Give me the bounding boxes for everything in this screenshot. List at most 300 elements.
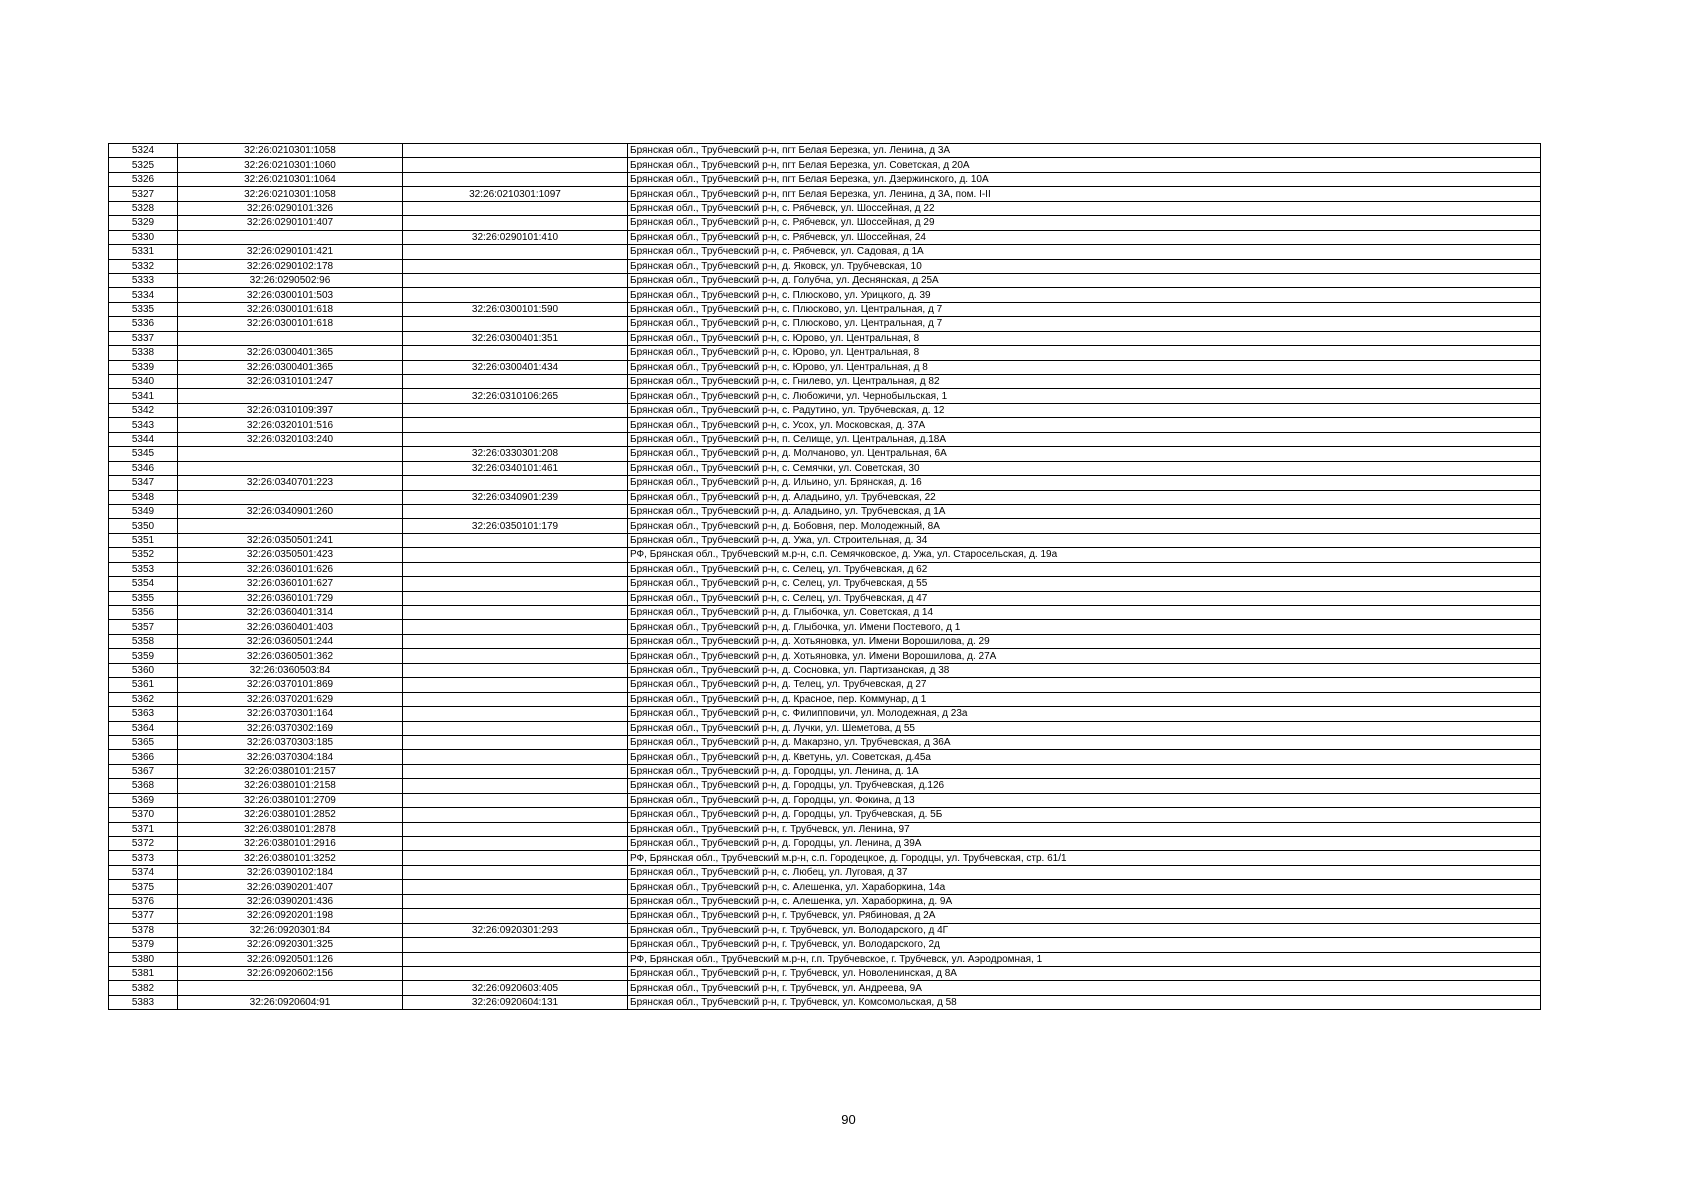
premises-cadastral-number-cell: 32:26:0920603:405 xyxy=(403,981,628,995)
cadastral-number-cell xyxy=(178,389,403,403)
address-cell: РФ, Брянская обл., Трубчевский м.р-н, г.п. Трубчевское, г. Трубчевск, ул. Аэродромная, 1 xyxy=(628,952,1541,966)
address-cell: Брянская обл., Трубчевский р-н, д. Городцы, ул. Фокина, д 13 xyxy=(628,793,1541,807)
table-row xyxy=(109,346,1541,360)
premises-cadastral-number-cell xyxy=(403,735,628,749)
row-number-cell: 5382 xyxy=(109,981,178,995)
address-cell: Брянская обл., Трубчевский р-н, пгт Белая Березка, ул. Ленина, д 3А xyxy=(628,144,1541,158)
address-cell: Брянская обл., Трубчевский р-н, д. Аладьино, ул. Трубчевская, 22 xyxy=(628,490,1541,504)
table-row xyxy=(109,476,1541,490)
row-number-cell: 5359 xyxy=(109,649,178,663)
cadastral-number-cell: 32:26:0380101:2852 xyxy=(178,808,403,822)
address-cell: Брянская обл., Трубчевский р-н, с. Юрово, ул. Центральная, 8 xyxy=(628,331,1541,345)
premises-cadastral-number-cell: 32:26:0920604:131 xyxy=(403,995,628,1009)
address-cell: Брянская обл., Трубчевский р-н, д. Голубча, ул. Деснянская, д 25А xyxy=(628,273,1541,287)
cadastral-number-cell: 32:26:0380101:2878 xyxy=(178,822,403,836)
row-number-cell: 5342 xyxy=(109,403,178,417)
table-row xyxy=(109,735,1541,749)
cadastral-number-cell: 32:26:0210301:1058 xyxy=(178,144,403,158)
premises-cadastral-number-cell xyxy=(403,476,628,490)
premises-cadastral-number-cell xyxy=(403,562,628,576)
address-cell: Брянская обл., Трубчевский р-н, д. Кветунь, ул. Советская, д.45а xyxy=(628,750,1541,764)
cadastral-number-cell: 32:26:0340701:223 xyxy=(178,476,403,490)
address-cell: Брянская обл., Трубчевский р-н, с. Плюсково, ул. Урицкого, д. 39 xyxy=(628,288,1541,302)
address-cell: Брянская обл., Трубчевский р-н, с. Филипповичи, ул. Молодежная, д 23а xyxy=(628,707,1541,721)
premises-cadastral-number-cell xyxy=(403,721,628,735)
cadastral-number-cell: 32:26:0920604:91 xyxy=(178,995,403,1009)
row-number-cell: 5329 xyxy=(109,216,178,230)
row-number-cell: 5378 xyxy=(109,923,178,937)
premises-cadastral-number-cell xyxy=(403,894,628,908)
cadastral-number-cell: 32:26:0370302:169 xyxy=(178,721,403,735)
row-number-cell: 5366 xyxy=(109,750,178,764)
row-number-cell: 5358 xyxy=(109,634,178,648)
premises-cadastral-number-cell: 32:26:0300401:434 xyxy=(403,360,628,374)
table-row xyxy=(109,678,1541,692)
row-number-cell: 5349 xyxy=(109,504,178,518)
premises-cadastral-number-cell xyxy=(403,346,628,360)
address-cell: Брянская обл., Трубчевский р-н, д. Молчаново, ул. Центральная, 6А xyxy=(628,447,1541,461)
cadastral-number-cell: 32:26:0300101:503 xyxy=(178,288,403,302)
table-row xyxy=(109,187,1541,201)
table-row xyxy=(109,938,1541,952)
table-row xyxy=(109,779,1541,793)
address-cell: Брянская обл., Трубчевский р-н, д. Городцы, ул. Ленина, д. 1А xyxy=(628,764,1541,778)
address-cell: Брянская обл., Трубчевский р-н, д. Лучки, ул. Шеметова, д 55 xyxy=(628,721,1541,735)
table-row xyxy=(109,865,1541,879)
row-number-cell: 5362 xyxy=(109,692,178,706)
row-number-cell: 5336 xyxy=(109,317,178,331)
table-row xyxy=(109,403,1541,417)
row-number-cell: 5368 xyxy=(109,779,178,793)
cadastral-number-cell: 32:26:0370301:164 xyxy=(178,707,403,721)
table-row xyxy=(109,995,1541,1009)
premises-cadastral-number-cell xyxy=(403,634,628,648)
page-number: 90 xyxy=(841,1112,856,1127)
cadastral-number-cell: 32:26:0360401:403 xyxy=(178,620,403,634)
table-row xyxy=(109,461,1541,475)
cadastral-number-cell xyxy=(178,461,403,475)
cadastral-number-cell xyxy=(178,331,403,345)
table-row xyxy=(109,389,1541,403)
premises-cadastral-number-cell xyxy=(403,822,628,836)
cadastral-number-cell: 32:26:0210301:1058 xyxy=(178,187,403,201)
row-number-cell: 5340 xyxy=(109,375,178,389)
cadastral-number-cell: 32:26:0320103:240 xyxy=(178,432,403,446)
premises-cadastral-number-cell xyxy=(403,418,628,432)
cadastral-number-cell: 32:26:0920301:84 xyxy=(178,923,403,937)
table-row xyxy=(109,432,1541,446)
cadastral-number-cell: 32:26:0360501:362 xyxy=(178,649,403,663)
premises-cadastral-number-cell: 32:26:0920301:293 xyxy=(403,923,628,937)
address-cell: Брянская обл., Трубчевский р-н, с. Алешенка, ул. Хараборкина, д. 9А xyxy=(628,894,1541,908)
address-cell: Брянская обл., Трубчевский р-н, с. Юрово, ул. Центральная, д 8 xyxy=(628,360,1541,374)
table-row xyxy=(109,880,1541,894)
premises-cadastral-number-cell xyxy=(403,245,628,259)
premises-cadastral-number-cell: 32:26:0330301:208 xyxy=(403,447,628,461)
premises-cadastral-number-cell xyxy=(403,952,628,966)
address-cell: Брянская обл., Трубчевский р-н, пгт Белая Березка, ул. Ленина, д 3А, пом. I-II xyxy=(628,187,1541,201)
cadastral-number-cell: 32:26:0360101:626 xyxy=(178,562,403,576)
address-cell: Брянская обл., Трубчевский р-н, с. Любожичи, ул. Чернобыльская, 1 xyxy=(628,389,1541,403)
row-number-cell: 5327 xyxy=(109,187,178,201)
premises-cadastral-number-cell xyxy=(403,663,628,677)
table-row xyxy=(109,331,1541,345)
row-number-cell: 5381 xyxy=(109,966,178,980)
cadastral-number-cell: 32:26:0920602:156 xyxy=(178,966,403,980)
address-cell: Брянская обл., Трубчевский р-н, д. Телец, ул. Трубчевская, д 27 xyxy=(628,678,1541,692)
table-row xyxy=(109,418,1541,432)
address-cell: Брянская обл., Трубчевский р-н, д. Яковск, ул. Трубчевская, 10 xyxy=(628,259,1541,273)
cadastral-number-cell: 32:26:0340901:260 xyxy=(178,504,403,518)
row-number-cell: 5326 xyxy=(109,172,178,186)
address-cell: Брянская обл., Трубчевский р-н, с. Семячки, ул. Советская, 30 xyxy=(628,461,1541,475)
row-number-cell: 5351 xyxy=(109,533,178,547)
row-number-cell: 5346 xyxy=(109,461,178,475)
cadastral-number-cell xyxy=(178,230,403,244)
table-row xyxy=(109,894,1541,908)
row-number-cell: 5373 xyxy=(109,851,178,865)
table-row xyxy=(109,548,1541,562)
table-row xyxy=(109,952,1541,966)
address-cell: Брянская обл., Трубчевский р-н, с. Алешенка, ул. Хараборкина, 14а xyxy=(628,880,1541,894)
premises-cadastral-number-cell xyxy=(403,707,628,721)
premises-cadastral-number-cell xyxy=(403,259,628,273)
premises-cadastral-number-cell xyxy=(403,606,628,620)
premises-cadastral-number-cell xyxy=(403,317,628,331)
row-number-cell: 5352 xyxy=(109,548,178,562)
cadastral-number-cell: 32:26:0380101:2916 xyxy=(178,837,403,851)
row-number-cell: 5333 xyxy=(109,273,178,287)
premises-cadastral-number-cell xyxy=(403,591,628,605)
premises-cadastral-number-cell: 32:26:0290101:410 xyxy=(403,230,628,244)
table-row xyxy=(109,721,1541,735)
cadastral-number-cell: 32:26:0360501:244 xyxy=(178,634,403,648)
row-number-cell: 5348 xyxy=(109,490,178,504)
address-cell: Брянская обл., Трубчевский р-н, с. Рябчевск, ул. Садовая, д 1А xyxy=(628,245,1541,259)
address-cell: Брянская обл., Трубчевский р-н, с. Гнилево, ул. Центральная, д 82 xyxy=(628,375,1541,389)
cadastral-number-cell: 32:26:0920301:325 xyxy=(178,938,403,952)
cadastral-number-cell: 32:26:0360401:314 xyxy=(178,606,403,620)
address-cell: Брянская обл., Трубчевский р-н, д. Хотьяновка, ул. Имени Ворошилова, д. 27А xyxy=(628,649,1541,663)
row-number-cell: 5339 xyxy=(109,360,178,374)
cadastral-number-cell: 32:26:0380101:3252 xyxy=(178,851,403,865)
row-number-cell: 5380 xyxy=(109,952,178,966)
row-number-cell: 5383 xyxy=(109,995,178,1009)
address-cell: Брянская обл., Трубчевский р-н, г. Трубчевск, ул. Ленина, 97 xyxy=(628,822,1541,836)
premises-cadastral-number-cell xyxy=(403,158,628,172)
cadastral-number-cell: 32:26:0370101:869 xyxy=(178,678,403,692)
premises-cadastral-number-cell xyxy=(403,865,628,879)
row-number-cell: 5328 xyxy=(109,201,178,215)
premises-cadastral-number-cell xyxy=(403,938,628,952)
address-cell: Брянская обл., Трубчевский р-н, д. Аладьино, ул. Трубчевская, д 1А xyxy=(628,504,1541,518)
premises-cadastral-number-cell: 32:26:0340101:461 xyxy=(403,461,628,475)
table-row xyxy=(109,302,1541,316)
row-number-cell: 5347 xyxy=(109,476,178,490)
premises-cadastral-number-cell xyxy=(403,504,628,518)
premises-cadastral-number-cell xyxy=(403,808,628,822)
address-cell: РФ, Брянская обл., Трубчевский м.р-н, с.п. Семячковское, д. Ужа, ул. Старосельская, д. 19а xyxy=(628,548,1541,562)
row-number-cell: 5369 xyxy=(109,793,178,807)
cadastral-number-cell xyxy=(178,981,403,995)
table-row xyxy=(109,822,1541,836)
address-cell: Брянская обл., Трубчевский р-н, с. Селец, ул. Трубчевская, д 55 xyxy=(628,577,1541,591)
premises-cadastral-number-cell xyxy=(403,764,628,778)
row-number-cell: 5345 xyxy=(109,447,178,461)
address-cell: Брянская обл., Трубчевский р-н, д. Ильино, ул. Брянская, д. 16 xyxy=(628,476,1541,490)
table-row xyxy=(109,245,1541,259)
table-row xyxy=(109,273,1541,287)
row-number-cell: 5370 xyxy=(109,808,178,822)
premises-cadastral-number-cell xyxy=(403,288,628,302)
row-number-cell: 5377 xyxy=(109,909,178,923)
property-table-body xyxy=(109,144,1541,1010)
address-cell: Брянская обл., Трубчевский р-н, с. Плюсково, ул. Центральная, д 7 xyxy=(628,317,1541,331)
premises-cadastral-number-cell xyxy=(403,432,628,446)
premises-cadastral-number-cell xyxy=(403,548,628,562)
table-row xyxy=(109,591,1541,605)
premises-cadastral-number-cell xyxy=(403,620,628,634)
table-row xyxy=(109,909,1541,923)
property-table xyxy=(108,143,1541,1010)
row-number-cell: 5372 xyxy=(109,837,178,851)
address-cell: Брянская обл., Трубчевский р-н, г. Трубчевск, ул. Володарского, 2д xyxy=(628,938,1541,952)
address-cell: Брянская обл., Трубчевский р-н, с. Селец, ул. Трубчевская, д 62 xyxy=(628,562,1541,576)
table-row xyxy=(109,577,1541,591)
address-cell: Брянская обл., Трубчевский р-н, с. Радутино, ул. Трубчевская, д. 12 xyxy=(628,403,1541,417)
row-number-cell: 5335 xyxy=(109,302,178,316)
row-number-cell: 5357 xyxy=(109,620,178,634)
row-number-cell: 5341 xyxy=(109,389,178,403)
cadastral-number-cell: 32:26:0370201:629 xyxy=(178,692,403,706)
premises-cadastral-number-cell xyxy=(403,837,628,851)
row-number-cell: 5353 xyxy=(109,562,178,576)
premises-cadastral-number-cell xyxy=(403,880,628,894)
row-number-cell: 5344 xyxy=(109,432,178,446)
table-row xyxy=(109,504,1541,518)
cadastral-number-cell: 32:26:0380101:2158 xyxy=(178,779,403,793)
cadastral-number-cell: 32:26:0370304:184 xyxy=(178,750,403,764)
address-cell: Брянская обл., Трубчевский р-н, г. Трубчевск, ул. Новоленинская, д 8А xyxy=(628,966,1541,980)
row-number-cell: 5330 xyxy=(109,230,178,244)
address-cell: Брянская обл., Трубчевский р-н, д. Красное, пер. Коммунар, д 1 xyxy=(628,692,1541,706)
table-row xyxy=(109,519,1541,533)
table-row xyxy=(109,692,1541,706)
premises-cadastral-number-cell xyxy=(403,779,628,793)
cadastral-number-cell: 32:26:0210301:1060 xyxy=(178,158,403,172)
table-row xyxy=(109,793,1541,807)
address-cell: Брянская обл., Трубчевский р-н, п. Селище, ул. Центральная, д.18А xyxy=(628,432,1541,446)
address-cell: Брянская обл., Трубчевский р-н, с. Юрово, ул. Центральная, 8 xyxy=(628,346,1541,360)
cadastral-number-cell: 32:26:0920201:198 xyxy=(178,909,403,923)
premises-cadastral-number-cell xyxy=(403,201,628,215)
premises-cadastral-number-cell xyxy=(403,216,628,230)
address-cell: РФ, Брянская обл., Трубчевский м.р-н, с.п. Городецкое, д. Городцы, ул. Трубчевская, стр. 61/1 xyxy=(628,851,1541,865)
premises-cadastral-number-cell: 32:26:0300401:351 xyxy=(403,331,628,345)
address-cell: Брянская обл., Трубчевский р-н, д. Макарзно, ул. Трубчевская, д 36А xyxy=(628,735,1541,749)
cadastral-number-cell xyxy=(178,519,403,533)
premises-cadastral-number-cell: 32:26:0210301:1097 xyxy=(403,187,628,201)
table-row xyxy=(109,837,1541,851)
row-number-cell: 5367 xyxy=(109,764,178,778)
cadastral-number-cell: 32:26:0390201:407 xyxy=(178,880,403,894)
address-cell: Брянская обл., Трубчевский р-н, с. Усох, ул. Московская, д. 37А xyxy=(628,418,1541,432)
table-row xyxy=(109,923,1541,937)
address-cell: Брянская обл., Трубчевский р-н, г. Трубчевск, ул. Володарского, д 4Г xyxy=(628,923,1541,937)
premises-cadastral-number-cell xyxy=(403,692,628,706)
premises-cadastral-number-cell xyxy=(403,909,628,923)
premises-cadastral-number-cell: 32:26:0340901:239 xyxy=(403,490,628,504)
table-row xyxy=(109,562,1541,576)
premises-cadastral-number-cell xyxy=(403,273,628,287)
address-cell: Брянская обл., Трубчевский р-н, д. Сосновка, ул. Партизанская, д 38 xyxy=(628,663,1541,677)
cadastral-number-cell: 32:26:0210301:1064 xyxy=(178,172,403,186)
cadastral-number-cell: 32:26:0310109:397 xyxy=(178,403,403,417)
cadastral-number-cell xyxy=(178,447,403,461)
premises-cadastral-number-cell: 32:26:0300101:590 xyxy=(403,302,628,316)
table-row xyxy=(109,750,1541,764)
address-cell: Брянская обл., Трубчевский р-н, с. Рябчевск, ул. Шоссейная, д 29 xyxy=(628,216,1541,230)
premises-cadastral-number-cell xyxy=(403,793,628,807)
row-number-cell: 5338 xyxy=(109,346,178,360)
address-cell: Брянская обл., Трубчевский р-н, пгт Белая Березка, ул. Дзержинского, д. 10А xyxy=(628,172,1541,186)
row-number-cell: 5371 xyxy=(109,822,178,836)
cadastral-number-cell: 32:26:0290502:96 xyxy=(178,273,403,287)
cadastral-number-cell: 32:26:0320101:516 xyxy=(178,418,403,432)
premises-cadastral-number-cell xyxy=(403,678,628,692)
table-row xyxy=(109,317,1541,331)
table-row xyxy=(109,490,1541,504)
table-row xyxy=(109,851,1541,865)
table-row xyxy=(109,707,1541,721)
row-number-cell: 5334 xyxy=(109,288,178,302)
row-number-cell: 5337 xyxy=(109,331,178,345)
row-number-cell: 5355 xyxy=(109,591,178,605)
address-cell: Брянская обл., Трубчевский р-н, д. Глыбочка, ул. Советская, д 14 xyxy=(628,606,1541,620)
premises-cadastral-number-cell xyxy=(403,649,628,663)
address-cell: Брянская обл., Трубчевский р-н, с. Плюсково, ул. Центральная, д 7 xyxy=(628,302,1541,316)
premises-cadastral-number-cell xyxy=(403,750,628,764)
table-row xyxy=(109,966,1541,980)
address-cell: Брянская обл., Трубчевский р-н, д. Ужа, ул. Строительная, д. 34 xyxy=(628,533,1541,547)
row-number-cell: 5356 xyxy=(109,606,178,620)
address-cell: Брянская обл., Трубчевский р-н, с. Рябчевск, ул. Шоссейная, 24 xyxy=(628,230,1541,244)
table-row xyxy=(109,447,1541,461)
table-row xyxy=(109,649,1541,663)
row-number-cell: 5331 xyxy=(109,245,178,259)
row-number-cell: 5364 xyxy=(109,721,178,735)
row-number-cell: 5360 xyxy=(109,663,178,677)
cadastral-number-cell: 32:26:0380101:2709 xyxy=(178,793,403,807)
cadastral-number-cell: 32:26:0290101:407 xyxy=(178,216,403,230)
table-row xyxy=(109,172,1541,186)
table-row xyxy=(109,360,1541,374)
table-row xyxy=(109,620,1541,634)
cadastral-number-cell: 32:26:0360101:729 xyxy=(178,591,403,605)
table-row xyxy=(109,533,1541,547)
row-number-cell: 5332 xyxy=(109,259,178,273)
address-cell: Брянская обл., Трубчевский р-н, с. Любец, ул. Луговая, д 37 xyxy=(628,865,1541,879)
table-row xyxy=(109,230,1541,244)
row-number-cell: 5325 xyxy=(109,158,178,172)
table-row xyxy=(109,144,1541,158)
table-row xyxy=(109,981,1541,995)
table-row xyxy=(109,764,1541,778)
table-row xyxy=(109,201,1541,215)
row-number-cell: 5375 xyxy=(109,880,178,894)
premises-cadastral-number-cell: 32:26:0310106:265 xyxy=(403,389,628,403)
table-row xyxy=(109,634,1541,648)
cadastral-number-cell: 32:26:0380101:2157 xyxy=(178,764,403,778)
premises-cadastral-number-cell xyxy=(403,403,628,417)
row-number-cell: 5365 xyxy=(109,735,178,749)
table-row xyxy=(109,158,1541,172)
table-row xyxy=(109,288,1541,302)
table-row xyxy=(109,375,1541,389)
premises-cadastral-number-cell xyxy=(403,375,628,389)
row-number-cell: 5374 xyxy=(109,865,178,879)
cadastral-number-cell: 32:26:0920501:126 xyxy=(178,952,403,966)
row-number-cell: 5363 xyxy=(109,707,178,721)
premises-cadastral-number-cell xyxy=(403,851,628,865)
cadastral-number-cell: 32:26:0290101:421 xyxy=(178,245,403,259)
row-number-cell: 5343 xyxy=(109,418,178,432)
cadastral-number-cell: 32:26:0360503:84 xyxy=(178,663,403,677)
cadastral-number-cell: 32:26:0300101:618 xyxy=(178,302,403,316)
cadastral-number-cell: 32:26:0300401:365 xyxy=(178,360,403,374)
cadastral-number-cell: 32:26:0300101:618 xyxy=(178,317,403,331)
cadastral-number-cell: 32:26:0390201:436 xyxy=(178,894,403,908)
address-cell: Брянская обл., Трубчевский р-н, д. Городцы, ул. Трубчевская, д.126 xyxy=(628,779,1541,793)
table-row xyxy=(109,663,1541,677)
row-number-cell: 5350 xyxy=(109,519,178,533)
premises-cadastral-number-cell xyxy=(403,533,628,547)
premises-cadastral-number-cell xyxy=(403,577,628,591)
address-cell: Брянская обл., Трубчевский р-н, с. Селец, ул. Трубчевская, д 47 xyxy=(628,591,1541,605)
address-cell: Брянская обл., Трубчевский р-н, с. Рябчевск, ул. Шоссейная, д 22 xyxy=(628,201,1541,215)
table-row xyxy=(109,606,1541,620)
table-row xyxy=(109,216,1541,230)
address-cell: Брянская обл., Трубчевский р-н, г. Трубчевск, ул. Андреева, 9А xyxy=(628,981,1541,995)
address-cell: Брянская обл., Трубчевский р-н, пгт Белая Березка, ул. Советская, д 20А xyxy=(628,158,1541,172)
cadastral-number-cell: 32:26:0300401:365 xyxy=(178,346,403,360)
row-number-cell: 5379 xyxy=(109,938,178,952)
address-cell: Брянская обл., Трубчевский р-н, д. Городцы, ул. Ленина, д 39А xyxy=(628,837,1541,851)
address-cell: Брянская обл., Трубчевский р-н, д. Городцы, ул. Трубчевская, д. 5Б xyxy=(628,808,1541,822)
address-cell: Брянская обл., Трубчевский р-н, г. Трубчевск, ул. Рябиновая, д 2А xyxy=(628,909,1541,923)
premises-cadastral-number-cell: 32:26:0350101:179 xyxy=(403,519,628,533)
cadastral-number-cell: 32:26:0390102:184 xyxy=(178,865,403,879)
premises-cadastral-number-cell xyxy=(403,144,628,158)
cadastral-number-cell xyxy=(178,490,403,504)
cadastral-number-cell: 32:26:0310101:247 xyxy=(178,375,403,389)
cadastral-number-cell: 32:26:0290101:326 xyxy=(178,201,403,215)
premises-cadastral-number-cell xyxy=(403,172,628,186)
cadastral-number-cell: 32:26:0370303:185 xyxy=(178,735,403,749)
address-cell: Брянская обл., Трубчевский р-н, д. Бобовня, пер. Молодежный, 8А xyxy=(628,519,1541,533)
address-cell: Брянская обл., Трубчевский р-н, г. Трубчевск, ул. Комсомольская, д 58 xyxy=(628,995,1541,1009)
table-row xyxy=(109,808,1541,822)
row-number-cell: 5324 xyxy=(109,144,178,158)
table-row xyxy=(109,259,1541,273)
cadastral-number-cell: 32:26:0350501:423 xyxy=(178,548,403,562)
premises-cadastral-number-cell xyxy=(403,966,628,980)
address-cell: Брянская обл., Трубчевский р-н, д. Глыбочка, ул. Имени Постевого, д 1 xyxy=(628,620,1541,634)
cadastral-number-cell: 32:26:0360101:627 xyxy=(178,577,403,591)
cadastral-number-cell: 32:26:0350501:241 xyxy=(178,533,403,547)
address-cell: Брянская обл., Трубчевский р-н, д. Хотьяновка, ул. Имени Ворошилова, д. 29 xyxy=(628,634,1541,648)
row-number-cell: 5376 xyxy=(109,894,178,908)
